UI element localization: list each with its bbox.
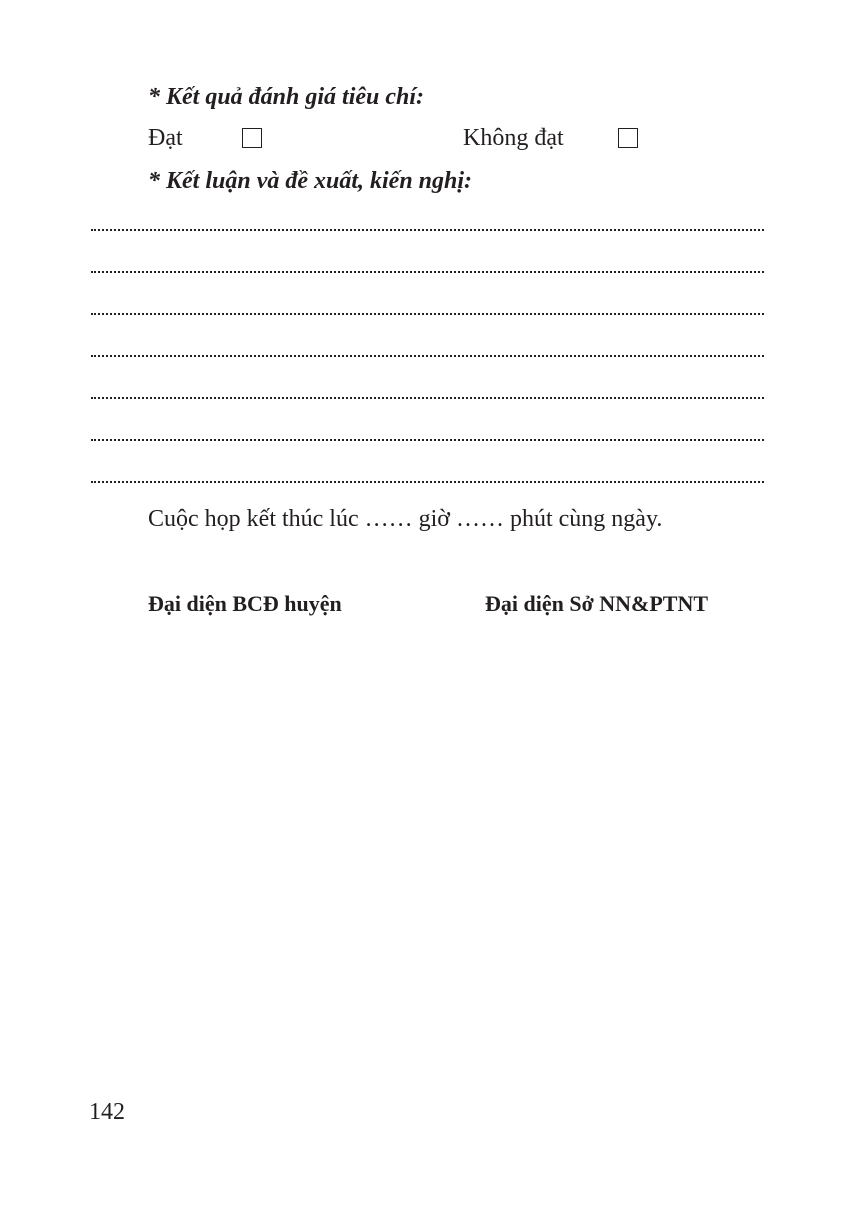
blank-line[interactable] (91, 397, 764, 399)
evaluation-result-heading: * Kết quả đánh giá tiêu chí: (148, 84, 425, 110)
blank-line[interactable] (91, 271, 764, 273)
blank-line[interactable] (91, 439, 764, 441)
blank-line[interactable] (91, 481, 764, 483)
pass-label: Đạt (148, 125, 183, 151)
pass-checkbox[interactable] (242, 128, 262, 148)
blank-line[interactable] (91, 313, 764, 315)
evaluation-options (0, 125, 856, 157)
signature-department: Đại diện Sở NN&PTNT (485, 591, 709, 616)
blank-line[interactable] (91, 229, 764, 231)
fail-checkbox[interactable] (618, 128, 638, 148)
blank-line[interactable] (91, 355, 764, 357)
page-number: 142 (89, 1099, 125, 1125)
signature-district-committee: Đại diện BCĐ huyện (148, 591, 342, 616)
conclusion-heading: * Kết luận và đề xuất, kiến nghị: (148, 168, 473, 194)
fail-label: Không đạt (463, 125, 564, 151)
meeting-end-statement: Cuộc họp kết thúc lúc …… giờ …… phút cùng ngày. (148, 506, 663, 532)
